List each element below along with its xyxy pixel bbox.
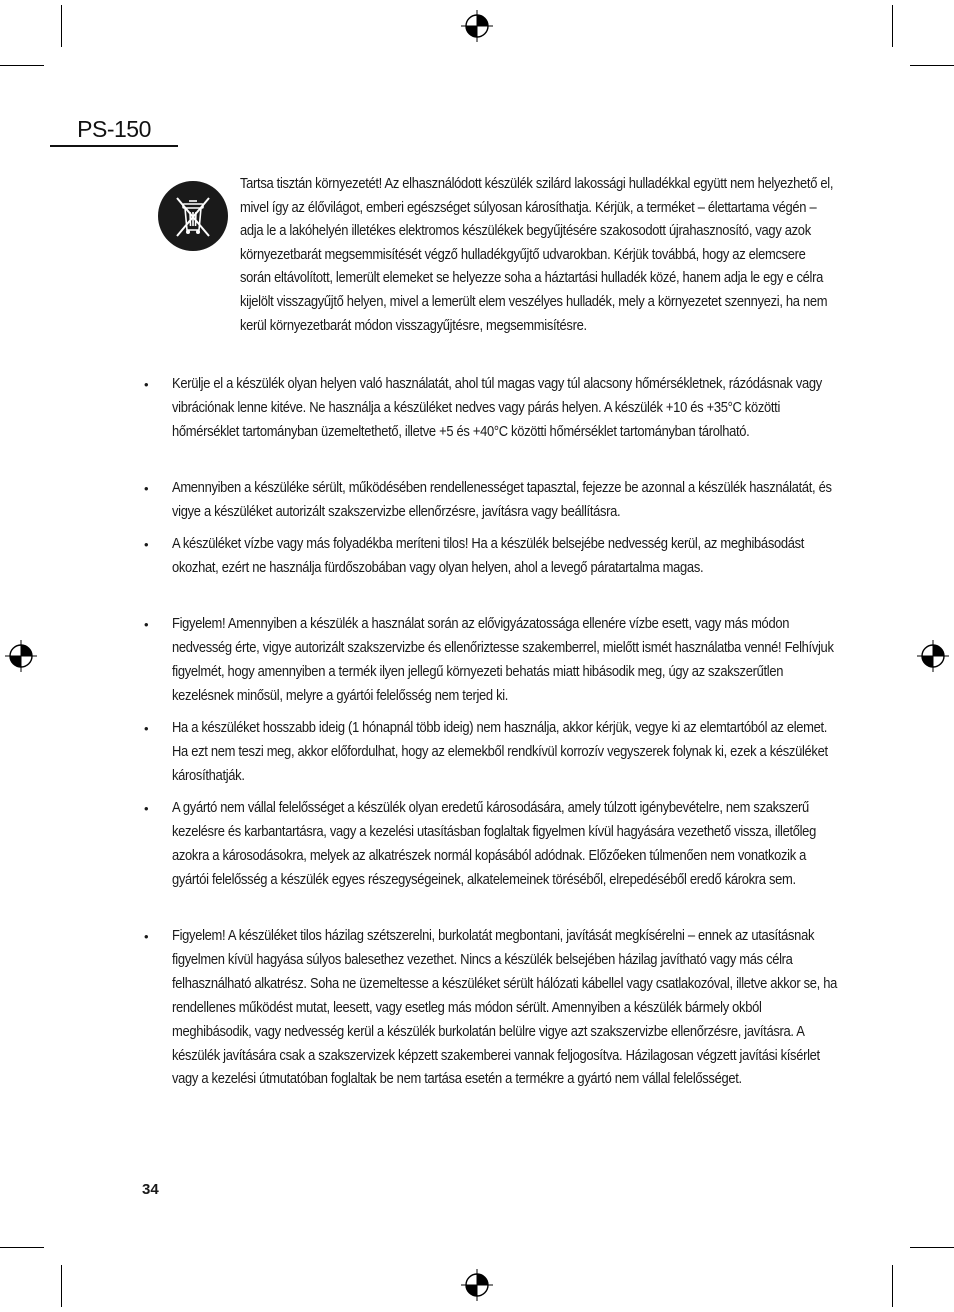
bullet-mark: • [144,377,149,392]
registration-mark-icon [917,640,949,672]
crop-mark [892,5,893,47]
registration-mark-icon [461,10,493,42]
list-item-text: Amennyiben a készüléke sérült, működésében rendellenességet tapasztal, fejezze be azonnal a készülék használatát, és vigye a készüléket autorizált szakszervizbe ellenőrzésre, javításra vagy beállításra. [172,480,832,520]
crop-mark [0,65,44,66]
registration-mark-icon [5,640,37,672]
crop-mark [61,1265,62,1307]
crop-mark [892,1265,893,1307]
list-item-text: Figyelem! A készüléket tilos házilag szétszerelni, burkolatát megbontani, javítását megkísérelni – ennek az utasításnak figyelmen kívül hagyása súlyos balesethez vezethet. Nincs a készülék belsejében házilag javítható vagy más célra felhasználható alkatrész. Soha ne üzemeltesse a készüléket sérült hálózati kábellel vagy csatlakozóval, illetve akkor se, ha rendellenes működést mutat, leesett, vagy esetleg más módon sérült. Amennyiben a készülék bármely okból meghibásodik, vagy nedvesség kerül a készülék burkolatán belülre vigye azt szakszervizbe ellenőrzésre, javításra. A készülék javítására csak a szakszervizek képzett szakemberei vannak feljogosítva. Házilagosan végzett javítási kísérlet vagy a kezelési útmutatóban foglaltak be nem tartása esetén a termékre a gyártó nem vállal felelősséget. [172,928,838,1088]
bullet-mark: • [144,617,149,632]
list-item-text: A gyártó nem vállal felelősséget a készülék olyan eredetű károsodására, amely túlzott igénybevételre, nem szakszerű kezelésre és karbantartásra, vagy a kezelési utasításban foglaltak figyelmen kívül hagyására vezethető vissza, illetőleg azokra a károsodásokra, melyek az alkatrészek normál kopásából adódnak. Előzőeken túlmenően nem vonatkozik a gyártói felelősség a készülék egyes részegységeinek, alkatelemeinek töréséből, elrepedéséből eredő károkra sem. [172,800,816,888]
list-item-text: Kerülje el a készülék olyan helyen való használatát, ahol túl magas vagy túl alacsony hőmérsékletnek, rázódásnak vagy vibrációnak lenne kitéve. Ne használja a készüléket nedves vagy párás helyen. A készülék +10 és +35°C közötti hőmérséklet tartományban üzemeltethető, illetve +5 és +40°C közötti hőmérséklet tartományban tárolható. [172,376,822,440]
crop-mark [910,1247,954,1248]
list-item-text: Figyelem! Amennyiben a készülék a használat során az elővigyázatossága ellenére vízbe esett, vagy más módon nedvesség érte, vigye autorizált szakszervizbe és ellenőriztesse szakemberrel, mielőtt ismét használatba venné! Felhívjuk figyelmét, hogy amennyiben a termék ilyen jellegű környezeti behatás miatt hibásodik meg, úgy az szakszerűtlen kezelésnek minősül, melyre a gyártói felelősség nem terjed ki. [172,616,834,704]
registration-mark-icon [461,1269,493,1301]
bullet-mark: • [144,481,149,496]
bullet-mark: • [144,929,149,944]
recycling-notice: Tartsa tisztán környezetét! Az elhasználódott készülék szilárd lakossági hulladékkal együtt nem helyezhető el, mivel így az élővilágot, emberi egészséget súlyosan károsíthatja. Kérjük, a terméket – élettartama végén – adja le a lakóhelyén illetékes elektromos készülékek begyűjtésére szakosodott újrahasznosító, vagy azok környezetbarát megsemmisítését végző hulladékgyűjtő udvarokban. Kérjük továbbá, hogy az elemcsere során eltávolított, lemerült elemeket se helyezze soha a háztartási hulladék közé, hanem adja le egy e célra kijelölt visszagyűjtő helyen, mivel a lemerült elem veszélyes hulladék, mely a környezetet szennyezi, ha nem kerül környezetbarát módon visszagyűjtésre, megsemmisítésre. [240,176,834,334]
list-item-text: A készüléket vízbe vagy más folyadékba meríteni tilos! Ha a készülék belsejébe nedvesség kerül, az meghibásodást okozhat, ezért ne használja fürdőszobában vagy olyan helyen, ahol a levegő páratartalma magas. [172,536,805,576]
bullet-mark: • [144,537,149,552]
model-title: PS-150 [50,116,178,147]
crop-mark [0,1247,44,1248]
bullet-mark: • [144,721,149,736]
page-number: 34 [142,1181,159,1198]
crop-mark [61,5,62,47]
list-item-text: Ha a készüléket hosszabb ideig (1 hónapnál több ideig) nem használja, akkor kérjük, vegye ki az elemtartóból az elemet. Ha ezt nem teszi meg, akkor előfordulhat, hogy az elemekből rendkívül korrozív vegyszerek folynak ki, ezek a készüléket károsíthatják. [172,720,828,784]
crossed-out-wheelie-bin-icon [157,180,229,252]
bullet-mark: • [144,801,149,816]
crop-mark [910,65,954,66]
